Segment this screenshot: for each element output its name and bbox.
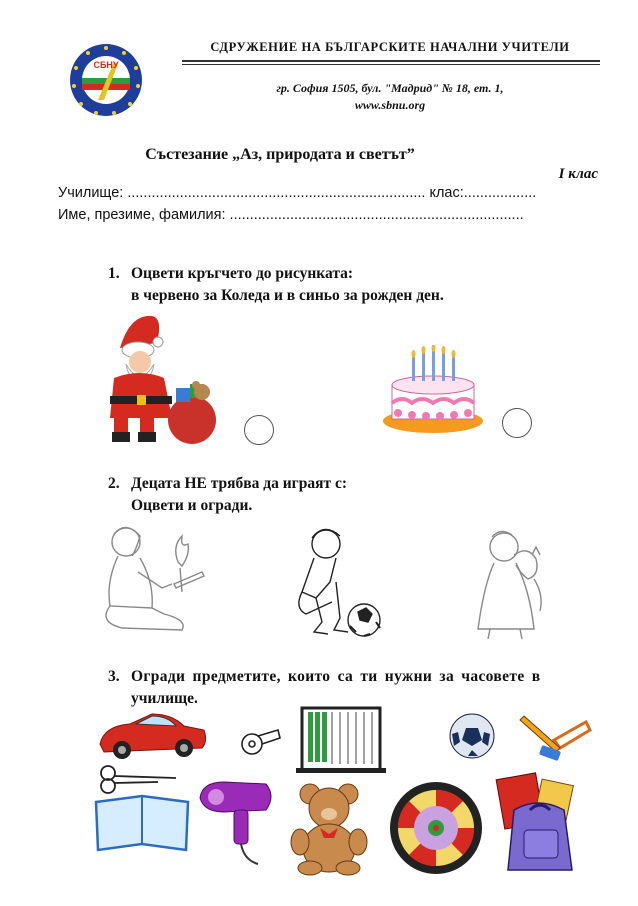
dartboard-picture	[388, 780, 484, 876]
soccer-ball-picture	[448, 712, 496, 760]
name-field[interactable]: Име, презиме, фамилия: .........................................................................	[58, 207, 524, 223]
task-line: Оцвети и огради.	[131, 497, 253, 514]
address-line: гр. София 1505, бул. "Мадрид" № 18, ет. 1,	[276, 81, 504, 95]
santa-claus-picture	[100, 308, 218, 448]
organization-name: СДРУЖЕНИЕ НА БЪЛГАРСКИТЕ НАЧАЛНИ УЧИТЕЛИ	[210, 40, 570, 54]
hair-dryer-picture	[194, 776, 280, 868]
school-field[interactable]: Училище: .......................................................................... клас:..................	[58, 185, 537, 201]
task-line: в червено за Коледа и в синьо за рожден ден.	[131, 287, 444, 304]
school-backpack-picture	[494, 770, 588, 876]
birthday-cake-picture	[380, 345, 486, 435]
task-line: училище.	[131, 690, 198, 707]
scissors-picture	[98, 764, 178, 794]
competition-title: Състезание „Аз, природата и светът”	[145, 146, 415, 163]
answer-circle-birthday[interactable]	[502, 408, 532, 438]
task-line: Огради предметите, които са ти нужни за часовете в	[131, 668, 541, 685]
task-number: 2.	[108, 475, 120, 492]
abacus-picture	[296, 704, 386, 774]
website-link[interactable]: www.sbnu.org	[354, 98, 426, 112]
grade-label: I клас	[558, 166, 598, 182]
girl-with-knife-and-fire-picture	[92, 522, 212, 642]
task-number: 1.	[108, 265, 120, 282]
teddy-bear-picture	[286, 780, 372, 876]
task-line: Оцвети кръгчето до рисунката:	[131, 265, 354, 282]
whistle-picture	[236, 724, 282, 760]
girl-with-kitten-picture	[470, 525, 570, 645]
organization-address	[190, 80, 590, 114]
boy-with-ball-picture	[286, 522, 386, 646]
header-rule	[182, 60, 600, 62]
open-notebook-picture	[92, 792, 192, 854]
pencil-and-ruler-picture	[514, 710, 594, 766]
sbnu-logo	[68, 42, 144, 118]
task-number: 3.	[108, 668, 120, 685]
red-car-picture	[94, 708, 210, 764]
logo-text: СБНУ	[93, 60, 119, 70]
answer-circle-christmas[interactable]	[244, 415, 274, 445]
task-line: Децата НЕ трябва да играят с:	[131, 475, 347, 492]
header-rule-thin	[182, 64, 600, 65]
